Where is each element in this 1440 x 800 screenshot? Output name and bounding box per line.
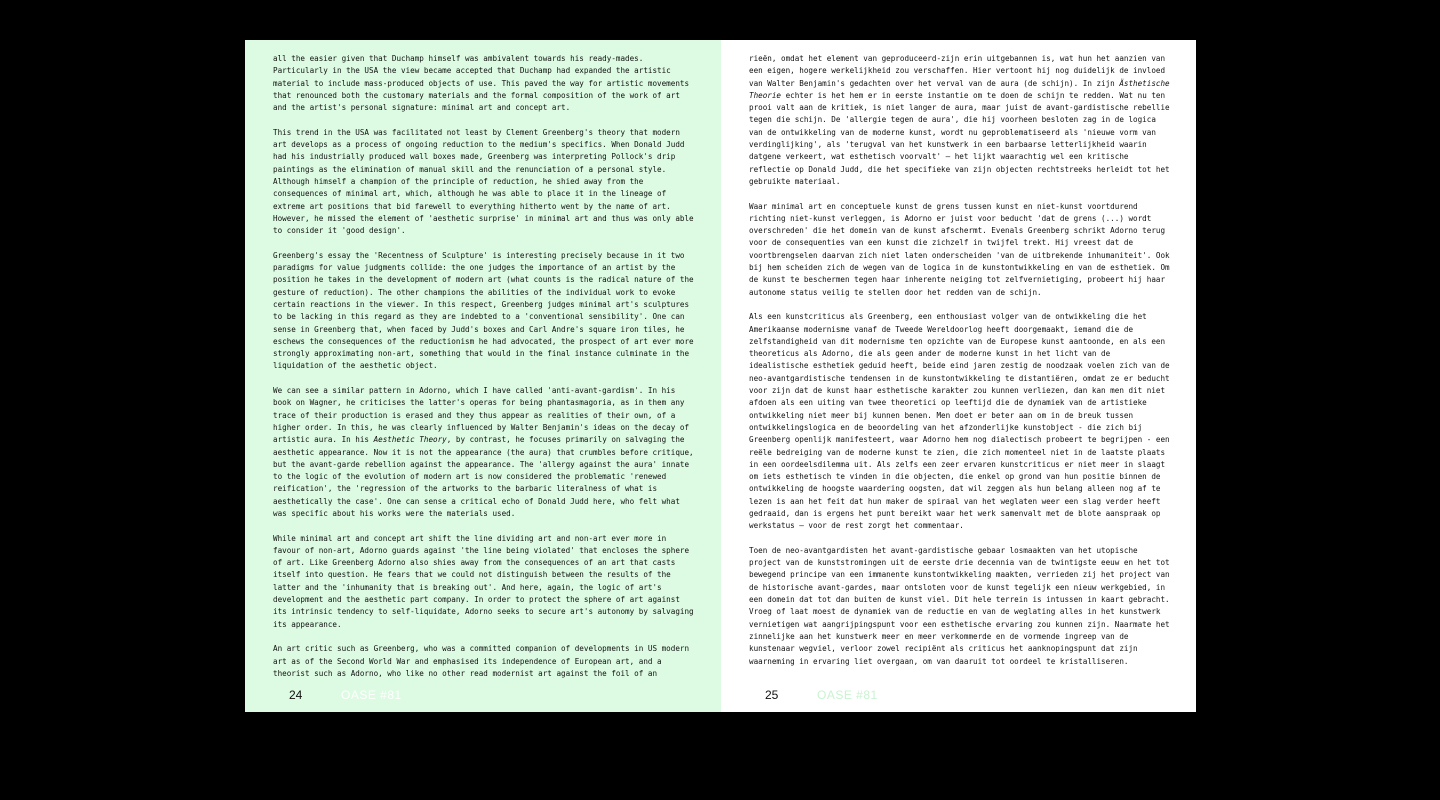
- paragraph-text: all the easier given that Duchamp himself was ambivalent towards his ready-mades. Particularly in the USA the view became accepted that Duchamp had expanded the artistic material to include mass-produced objects of use. This paved the way for artistic movements that renounced both the customary materials and the formal composition of the work of art and the artist's personal signature: minimal art and concept art.: [273, 54, 690, 113]
- left-page-body: [273, 53, 697, 692]
- right-page-body: [749, 53, 1173, 680]
- paragraph-text: While minimal art and concept art shift the line dividing art and non-art ever more in favour of non-art, Adorno guards against 'the line being violated' that encloses the sphere of art. Like Greenberg Adorno also shies away from the consequences of an art that casts itself into question. He fears that we could not distinguish between the results of the latter and the 'inhumanity that is breaking out'. And here, again, the logic of art's development and the aesthetic part company. In order to protect the sphere of art against its intrinsic tendency to self-liquidate, Adorno seeks to secure art's autonomy by salvaging its appearance.: [273, 533, 694, 629]
- body-paragraph: [749, 311, 1173, 532]
- running-head: OASE #81: [817, 688, 878, 702]
- paragraph-text: Greenberg's essay the 'Recentness of Sculpture' is interesting precisely because in it two paradigms for value judgments collide: the one judges the importance of an artist by the position he takes in the development of modern art (what counts is the radical nature of the gesture of reduction). The other champions the abilities of the individual work to evoke certain reactions in the viewer. In this respect, Greenberg judges minimal art's sculptures to be lacking in this regard as they are indebted to a 'conventional sensibility'. One can sense in Greenberg that, when faced by Judd's boxes and Carl Andre's square iron tiles, he eschews the consequences of the reductionism he had advocated, the prospect of art ever more strongly approximating non-art, something that would in the final instance culminate in the liquidation of the aesthetic object.: [273, 250, 694, 371]
- italic-title: Ästhetische Theorie: [749, 78, 1170, 100]
- page-number: 24: [289, 688, 303, 702]
- paragraph-text: rieën, omdat het element van geproduceerd-zijn erin uitgebannen is, wat hun het aanzien van een eigen, hogere werkelijkheid zou verschaffen. Hier vertoont hij nog duidelijk de invloed van Walter Benjamin's gedachten over het verval van de aura (de schijn). In zijn: [749, 54, 1166, 88]
- paragraph-text: Als een kunstcriticus als Greenberg, een enthousiast volger van de ontwikkeling die het Amerikaanse modernisme vanaf de Tweede Wereldoorlog heeft doorgemaakt, iemand die de zelfstandigheid van dit modernisme ten opzichte van de Europese kunst aantoonde, en als een theoreticus als Adorno, die als geen ander de moderne kunst in het licht van de idealistische esthetiek geduid heeft, beide eind jaren zestig de noodzaak voelen zich van de neo-avantgardistische tendensen in de kunstontwikkeling te distantiëren, omdat ze er beducht voor zijn dat de kunst haar esthetische karakter zou kunnen verliezen, dan kan men dit niet afdoen als een uiting van twee theoretici op leeftijd die de dynamiek van de artistieke ontwikkeling niet meer bij kunnen benen. Men doet er beter aan om in de breuk tussen ontwikkelingslogica en de beoordeling van het afzonderlijke kunstobject - die zich bij Greenberg openlijk manifesteert, waar Adorno hem nog dialectisch probeert te begrijpen - een reële bedreiging van de moderne kunst te zien, die zich momenteel niet in de laatste plaats in een oordeelsdilemma uit. Als zelfs een zeer ervaren kunstcriticus er niet meer in slaagt om iets esthetisch te vinden in die objecten, die enkel op grond van hun positie binnen de ontwikkeling de hoogste waardering oogsten, dat wil zeggen als hun belang alleen nog af te lezen is aan het feit dat hun maker de spiraal van het weglaten weer een slag verder heeft gedraaid, dan is ergens het punt bereikt waar het werk samenvalt met de blote aanspraak op werkstatus — voor de rest zorgt het commentaar.: [749, 312, 1170, 531]
- body-paragraph: [273, 127, 697, 238]
- body-paragraph: [749, 53, 1173, 188]
- right-page: [721, 40, 1196, 712]
- body-paragraph: [273, 385, 697, 520]
- body-paragraph: [273, 250, 697, 373]
- paragraph-text: Toen de neo-avantgardisten het avant-gardistische gebaar losmaakten van het utopische project van de kunststromingen uit de eerste drie decennia van de twintigste eeuw en het tot bewegend principe van een immanente kunstontwikkeling maakten, verrieden zij het project van de historische avant-gardes, maar ontsloten voor de kunst tegelijk een nieuw werkgebied, in een domein dat tot dan buiten de kunst viel. Dit hele terrein is intussen in kaart gebracht. Vroeg of laat moest de dynamiek van de reductie en van de weglating alles in het kunstwerk vernietigen wat aangrijpingspunt voor een esthetische ervaring zou kunnen zijn. Naarmate het zinnelijke aan het kunstwerk meer en meer verkommerde en de vormende ingreep van de kunstenaar wegviel, verloor zowel recipiënt als criticus het aanknopingspunt dat zijn waarneming in ervaring liet overgaan, om van daaruit tot oordeel te kristalliseren.: [749, 545, 1170, 666]
- paragraph-text: , by contrast, he focuses primarily on salvaging the aesthetic appearance. Now it is not the appearance (the aura) that crumbles before critique, but the avant-garde rebellion against the appearance. The 'allergy against the aura' innate to the logic of the evolution of modern art is now considered the problematic 'renewed reification', the 'regression of the artworks to the barbaric literalness of what is aesthetically the case'. One can sense a critical echo of Donald Judd here, who felt what was specific about his works were the materials used.: [273, 435, 694, 518]
- paragraph-text: echter is het hem er in eerste instantie om te doen de schijn te redden. Wat nu ten prooi valt aan de kritiek, is niet langer de aura, maar juist de avant-gardistische rebellie tegen die schijn. De 'allergie tegen de aura', die hij voorheen besloten zag in de logica van de ontwikkeling van de moderne kunst, wordt nu geproblematiseerd als 'nieuwe vorm van verdinglijking', als 'terugval van het kunstwerk in een barbaarse letterlijkheid waarin datgene verkeert, wat esthetisch voorvalt' — het lijkt waarachtig wel een kritische reflectie op Donald Judd, die het specifieke van zijn objecten rechtstreeks herleidt tot het gebruikte materiaal.: [749, 90, 1170, 186]
- italic-title: Aesthetic Theory: [373, 435, 447, 445]
- body-paragraph: [273, 643, 697, 680]
- paragraph-text: This trend in the USA was facilitated not least by Clement Greenberg's theory that modern art develops as a process of ongoing reduction to the medium's specifics. When Donald Judd had his industrially produced wall boxes made, Greenberg was interpreting Pollock's drip paintings as the elimination of manual skill and the renunciation of a personal style. Although himself a champion of the principle of reduction, he shied away from the consequences of minimal art, which, although he was able to place it in the lineage of extreme art positions that bid farewell to everything hitherto went by the name of art. However, he missed the element of 'aesthetic surprise' in minimal art and thus was only able to consider it 'good design'.: [273, 127, 694, 236]
- paragraph-text: An art critic such as Greenberg, who was a committed companion of developments in US modern art as of the Second World War and emphasised its independence of European art, and a theorist such as Adorno, who like no other read modernist art against the foil of an: [273, 644, 690, 678]
- left-page: [245, 40, 721, 712]
- body-paragraph: [749, 545, 1173, 668]
- magazine-spread: [245, 40, 1196, 712]
- body-paragraph: [273, 53, 697, 114]
- page-number: 25: [765, 688, 779, 702]
- paragraph-text: Waar minimal art en conceptuele kunst de grens tussen kunst en niet-kunst voortdurend richting niet-kunst verleggen, is Adorno er juist voor beducht 'dat de grens (...) wordt overschreden' die het domein van de kunst afschermt. Evenals Greenberg schrikt Adorno terug voor de consequenties van een kunst die zichzelf in twijfel trekt. Hij vreest dat de voortbrengselen daarvan zich niet laten onderscheiden 'van de uitbrekende inhumaniteit'. Ook bij hem scheiden zich de wegen van de logica in de kunstontwikkeling en van de esthetiek. Om de kunst te beschermen tegen haar inherente neiging tot zelfvernietiging, probeert hij haar autonome status veilig te stellen door het redden van de schijn.: [749, 201, 1170, 297]
- body-paragraph: [273, 533, 697, 631]
- body-paragraph: [749, 201, 1173, 299]
- paragraph-text: We can see a similar pattern in Adorno, which I have called 'anti-avant-gardism'. In his book on Wagner, he criticises the latter's operas for being phantasmagoria, as in them any trace of their production is erased and they thus appear as realities of their own, of a higher order. In this, he was clearly influenced by Walter Benjamin's ideas on the decay of artistic aura. In his: [273, 386, 690, 445]
- running-head: OASE #81: [341, 688, 402, 702]
